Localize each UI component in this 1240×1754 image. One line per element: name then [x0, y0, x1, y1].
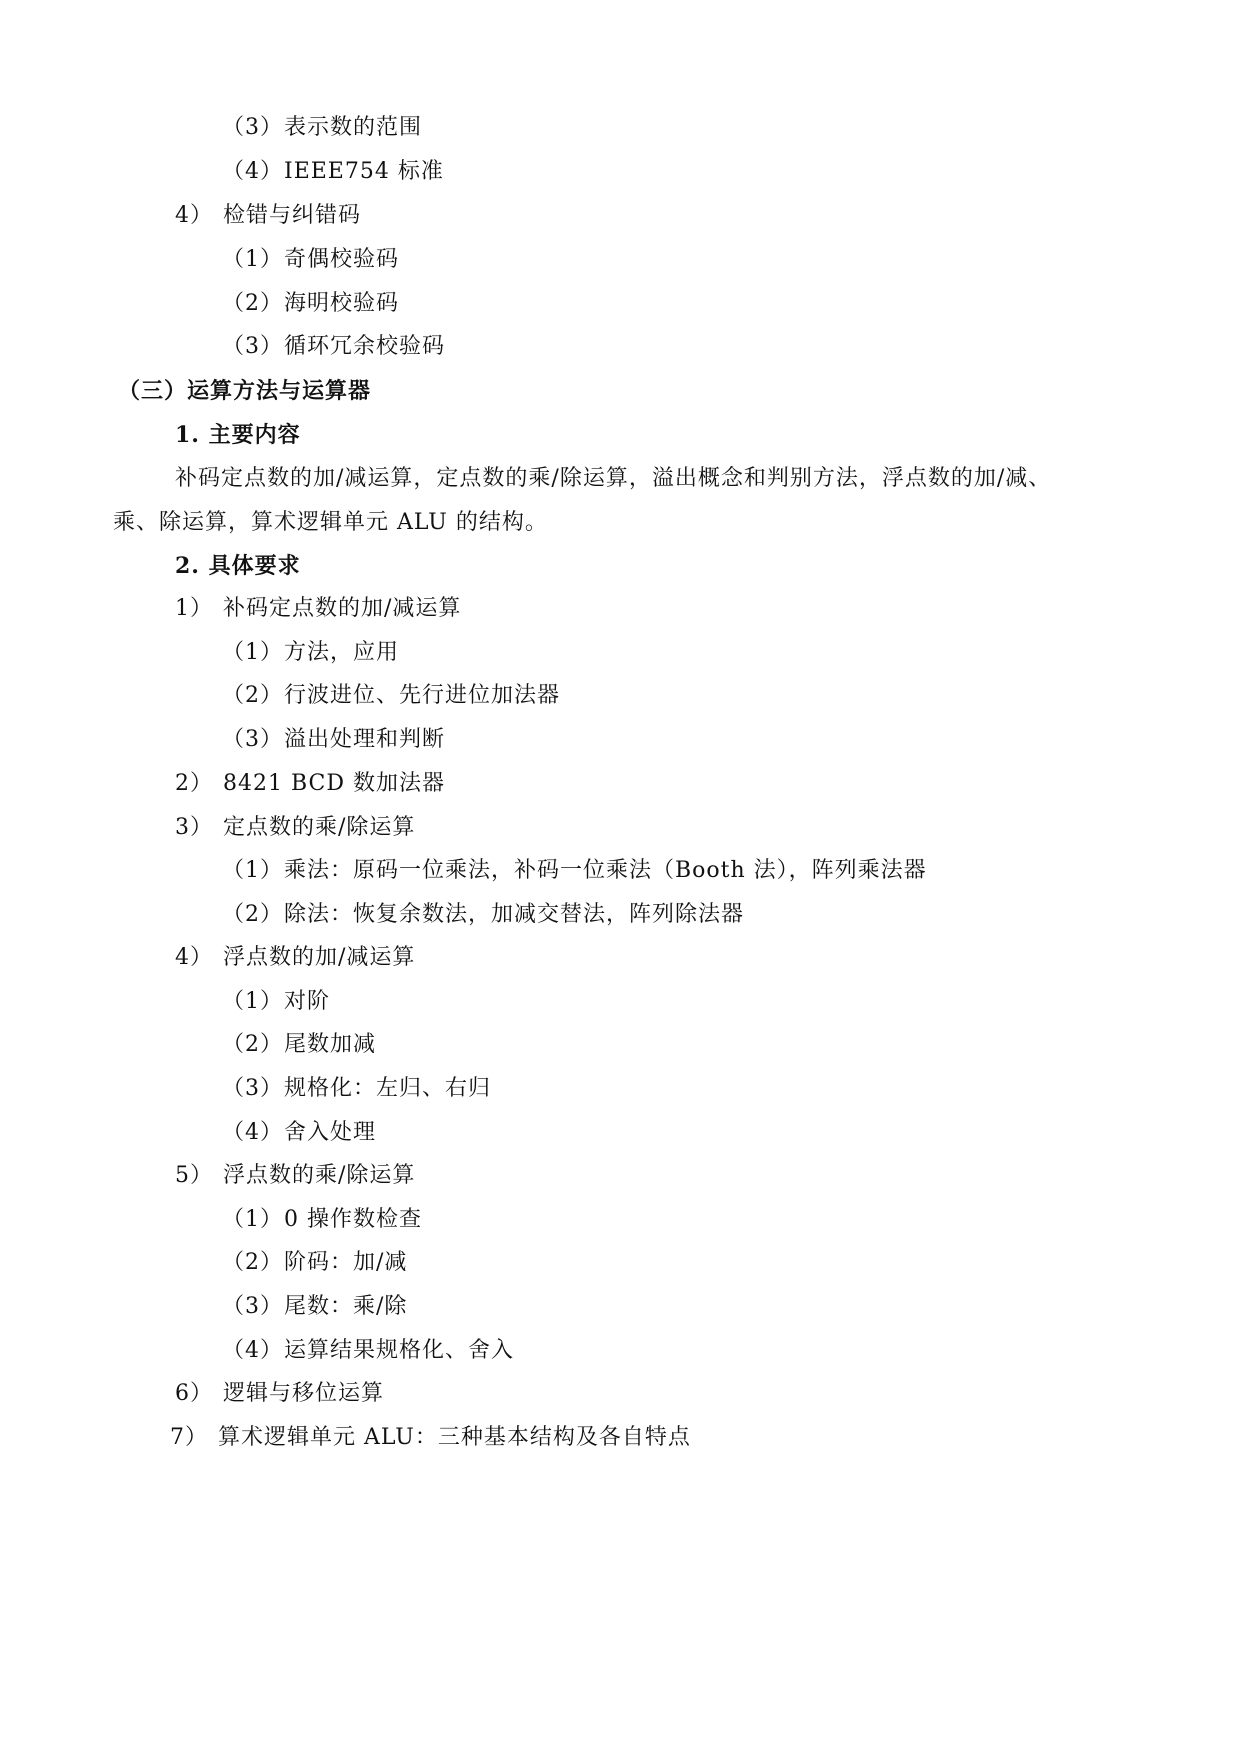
item-text: 循环冗余校验码 [284, 334, 446, 359]
list-item [222, 1292, 407, 1322]
item-number: （3） [222, 1294, 283, 1319]
paragraph-line [113, 508, 548, 538]
item-number: （1） [222, 989, 283, 1014]
item-text: 奇偶校验码 [284, 247, 400, 272]
item-text: 8421 BCD 数加法器 [223, 771, 446, 796]
list-item [222, 113, 422, 143]
item-number: （1） [222, 1207, 283, 1232]
item-number: （1） [222, 858, 283, 883]
list-item [175, 594, 461, 624]
list-item [222, 987, 330, 1017]
list-item [222, 1074, 491, 1104]
list-item [175, 813, 415, 843]
paragraph-line [175, 464, 1051, 494]
item-number: （3） [222, 334, 283, 359]
item-number: （4） [222, 159, 283, 184]
list-item [222, 681, 560, 711]
paragraph-text: 补码定点数的加/减运算，定点数的乘/除运算，溢出概念和判别方法，浮点数的加/减、 [175, 466, 1052, 491]
item-number: 4） [175, 203, 213, 228]
list-item [222, 157, 444, 187]
subsection-heading-text: 2. 具体要求 [175, 553, 301, 579]
item-number: 5） [175, 1163, 213, 1188]
item-text: IEEE754 标准 [284, 159, 444, 184]
paragraph-text: 乘、除运算，算术逻辑单元 ALU 的结构。 [113, 510, 548, 535]
list-item [222, 1248, 407, 1278]
list-item [170, 1423, 691, 1453]
item-text: 海明校验码 [284, 291, 400, 316]
item-text: 除法：恢复余数法，加减交替法，阵列除法器 [284, 902, 745, 927]
list-item [222, 1205, 422, 1235]
item-text: 乘法：原码一位乘法，补码一位乘法（Booth 法），阵列乘法器 [284, 858, 927, 883]
item-text: 舍入处理 [284, 1120, 377, 1145]
item-number: 4） [175, 945, 213, 970]
item-text: 尾数加减 [284, 1032, 377, 1057]
item-text: 检错与纠错码 [223, 203, 362, 228]
list-item [222, 245, 399, 275]
subsection-heading [175, 420, 301, 450]
item-text: 尾数：乘/除 [284, 1294, 408, 1319]
item-text: 补码定点数的加/减运算 [223, 596, 462, 621]
item-text: 行波进位、先行进位加法器 [284, 683, 561, 708]
item-text: 方法，应用 [284, 640, 400, 665]
list-item [222, 856, 927, 886]
item-text: 阶码：加/减 [284, 1250, 408, 1275]
item-text: 浮点数的加/减运算 [223, 945, 416, 970]
list-item [222, 1118, 376, 1148]
list-item [222, 332, 445, 362]
list-item [222, 900, 744, 930]
item-text: 溢出处理和判断 [284, 727, 446, 752]
item-number: （4） [222, 1120, 283, 1145]
item-number: 1） [175, 596, 213, 621]
item-number: （2） [222, 683, 283, 708]
item-text: 规格化：左归、右归 [284, 1076, 492, 1101]
list-item [175, 201, 361, 231]
item-number: （2） [222, 1032, 283, 1057]
item-number: 7） [170, 1425, 208, 1450]
list-item [222, 725, 445, 755]
item-text: 算术逻辑单元 ALU：三种基本结构及各自特点 [218, 1425, 691, 1450]
list-item [175, 943, 415, 973]
list-item [175, 1379, 384, 1409]
section-heading-text: （三）运算方法与运算器 [118, 378, 372, 404]
item-number: （2） [222, 1250, 283, 1275]
item-number: （1） [222, 247, 283, 272]
list-item [175, 1161, 415, 1191]
item-number: （2） [222, 902, 283, 927]
list-item [222, 638, 399, 668]
list-item [222, 289, 399, 319]
list-item [175, 769, 445, 799]
section-heading [118, 376, 371, 406]
item-text: 定点数的乘/除运算 [223, 815, 416, 840]
item-number: （2） [222, 291, 283, 316]
item-text: 浮点数的乘/除运算 [223, 1163, 416, 1188]
item-number: （4） [222, 1338, 283, 1363]
item-number: （3） [222, 1076, 283, 1101]
item-text: 运算结果规格化、舍入 [284, 1338, 515, 1363]
item-number: 6） [175, 1381, 213, 1406]
item-text: 对阶 [284, 989, 331, 1014]
subsection-heading-text: 1. 主要内容 [175, 422, 301, 448]
item-number: （3） [222, 115, 283, 140]
item-number: 2） [175, 771, 213, 796]
list-item [222, 1336, 514, 1366]
item-text: 0 操作数检查 [284, 1207, 422, 1232]
item-text: 表示数的范围 [284, 115, 423, 140]
item-number: 3） [175, 815, 213, 840]
item-number: （3） [222, 727, 283, 752]
item-text: 逻辑与移位运算 [223, 1381, 385, 1406]
list-item [222, 1030, 376, 1060]
subsection-heading [175, 551, 301, 581]
item-number: （1） [222, 640, 283, 665]
